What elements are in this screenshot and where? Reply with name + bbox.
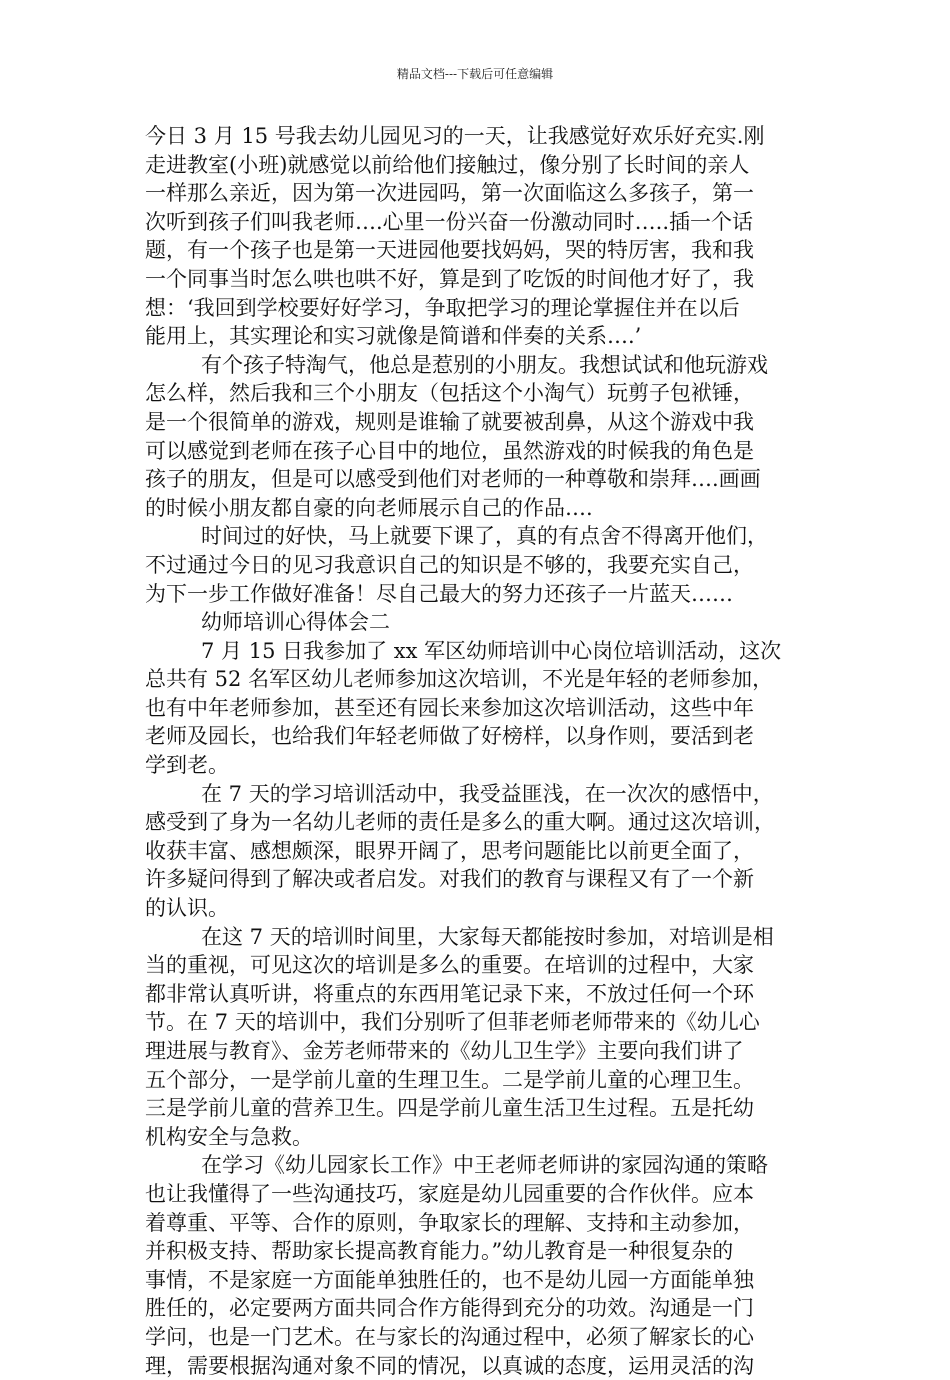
document-body	[145, 122, 807, 1380]
text-line: 可以感觉到老师在孩子心目中的地位，虽然游戏的时候我的角色是	[145, 438, 754, 463]
text-line: 的时候小朋友都自豪的向老师展示自己的作品….	[145, 495, 593, 520]
text-line: 理进展与教育》、金芳老师带来的《幼儿卫生学》主要向我们讲了	[145, 1039, 744, 1063]
text-line: 都非常认真听讲，将重点的东西用笔记录下来，不放过任何一个环	[145, 981, 754, 1006]
paragraph	[145, 923, 807, 1152]
text-line: 也让我懂得了一些沟通技巧，家庭是幼儿园重要的合作伙伴。应本	[145, 1181, 754, 1206]
page-header: 精品文档---下载后可任意编辑	[396, 67, 554, 81]
text-line: 许多疑问得到了解决或者启发。对我们的教育与课程又有了一个新	[145, 867, 754, 892]
paragraph	[145, 351, 807, 523]
text-line: 学问，也是一门艺术。在与家长的沟通过程中，必须了解家长的心	[145, 1324, 754, 1349]
text-line: 感受到了身为一名幼儿老师的责任是多么的重大啊。通过这次培训，	[145, 810, 775, 835]
text-line: 一样那么亲近，因为第一次进园吗，第一次面临这么多孩子，第一	[145, 181, 754, 206]
text-line: 节。在 7 天的培训中，我们分别听了但菲老师老师带来的《幼儿心	[145, 1010, 760, 1035]
paragraph	[145, 780, 807, 923]
text-line: 着尊重、平等、合作的原则，争取家长的理解、支持和主动参加，	[145, 1210, 754, 1235]
paragraph	[145, 522, 807, 608]
text-line: 胜任的，必定要两方面共同合作方能得到充分的功效。沟通是一门	[145, 1296, 754, 1321]
text-line: 一个同事当时怎么哄也哄不好，算是到了吃饭的时间他才好了，我	[145, 266, 754, 291]
text-line: 在 7 天的学习培训活动中，我受益匪浅，在一次次的感悟中，	[201, 781, 774, 806]
paragraph	[145, 608, 807, 637]
text-line: 次听到孩子们叫我老师….心里一份兴奋一份激动同时…..插一个话	[145, 209, 754, 234]
text-line: 当的重视，可见这次的培训是多么的重要。在培训的过程中，大家	[145, 953, 754, 978]
paragraph	[145, 637, 807, 780]
text-line: 三是学前儿童的营养卫生。四是学前儿童生活卫生过程。五是托幼	[145, 1096, 754, 1121]
text-line: 怎么样，然后我和三个小朋友（包括这个小淘气）玩剪子包袱锤，	[145, 381, 754, 406]
text-line: 也有中年老师参加，甚至还有园长来参加这次培训活动，这些中年	[145, 695, 754, 720]
text-line: 不过通过今日的见习我意识自己的知识是不够的，我要充实自己，	[145, 552, 754, 577]
text-line: 能用上，其实理论和实习就像是简谱和伴奏的关系….’	[145, 324, 642, 349]
paragraph	[145, 122, 807, 351]
text-line: 理，需要根据沟通对象不同的情况，以真诚的态度，运用灵活的沟	[145, 1353, 754, 1378]
text-line: 走进教室(小班)就感觉以前给他们接触过，像分别了长时间的亲人	[145, 152, 750, 177]
text-line: 收获丰富、感想颇深，眼界开阔了，思考问题能比以前更全面了，	[145, 838, 754, 863]
paragraph	[145, 1151, 807, 1380]
text-line: 是一个很简单的游戏，规则是谁输了就要被刮鼻，从这个游戏中我	[145, 409, 754, 434]
text-line: 机构安全与急救。	[145, 1124, 313, 1149]
text-line: 在这 7 天的培训时间里，大家每天都能按时参加，对培训是相	[201, 924, 774, 949]
text-line: 时间过的好快，马上就要下课了，真的有点舍不得离开他们，	[201, 524, 768, 549]
text-line: 总共有 52 名军区幼儿老师参加这次培训，不光是年轻的老师参加，	[145, 667, 774, 692]
text-line: 五个部分，一是学前儿童的生理卫生。二是学前儿童的心理卫生。	[145, 1067, 754, 1092]
text-line: 今日 3 月 15 号我去幼儿园见习的一天，让我感觉好欢乐好充实.刚	[145, 124, 765, 148]
text-line: 幼师培训心得体会二	[201, 610, 390, 635]
text-line: 并积极支持、帮助家长提高教育能力。”幼儿教育是一种很复杂的	[145, 1239, 734, 1264]
text-line: 想：‘我回到学校要好好学习，争取把学习的理论掌握住并在以后	[145, 295, 740, 320]
text-line: 有个孩子特淘气，他总是惹别的小朋友。我想试试和他玩游戏	[201, 352, 768, 377]
text-line: 老师及园长，也给我们年轻老师做了好榜样，以身作则，要活到老	[145, 724, 754, 749]
text-line: 学到老。	[145, 753, 229, 778]
text-line: 事情，不是家庭一方面能单独胜任的，也不是幼儿园一方面能单独	[145, 1267, 754, 1292]
text-line: 题，有一个孩子也是第一天进园他要找妈妈，哭的特厉害，我和我	[145, 238, 754, 263]
text-line: 7 月 15 日我参加了 xx 军区幼师培训中心岗位培训活动，这次	[201, 638, 782, 663]
text-line: 孩子的朋友，但是可以感受到他们对老师的一种尊敬和崇拜….画画	[145, 467, 761, 492]
text-line: 在学习《幼儿园家长工作》中王老师老师讲的家园沟通的策略	[201, 1153, 768, 1178]
text-line: 的认识。	[145, 896, 229, 921]
text-line: 为下一步工作做好准备！尽自己最大的努力还孩子一片蓝天……	[145, 581, 733, 606]
